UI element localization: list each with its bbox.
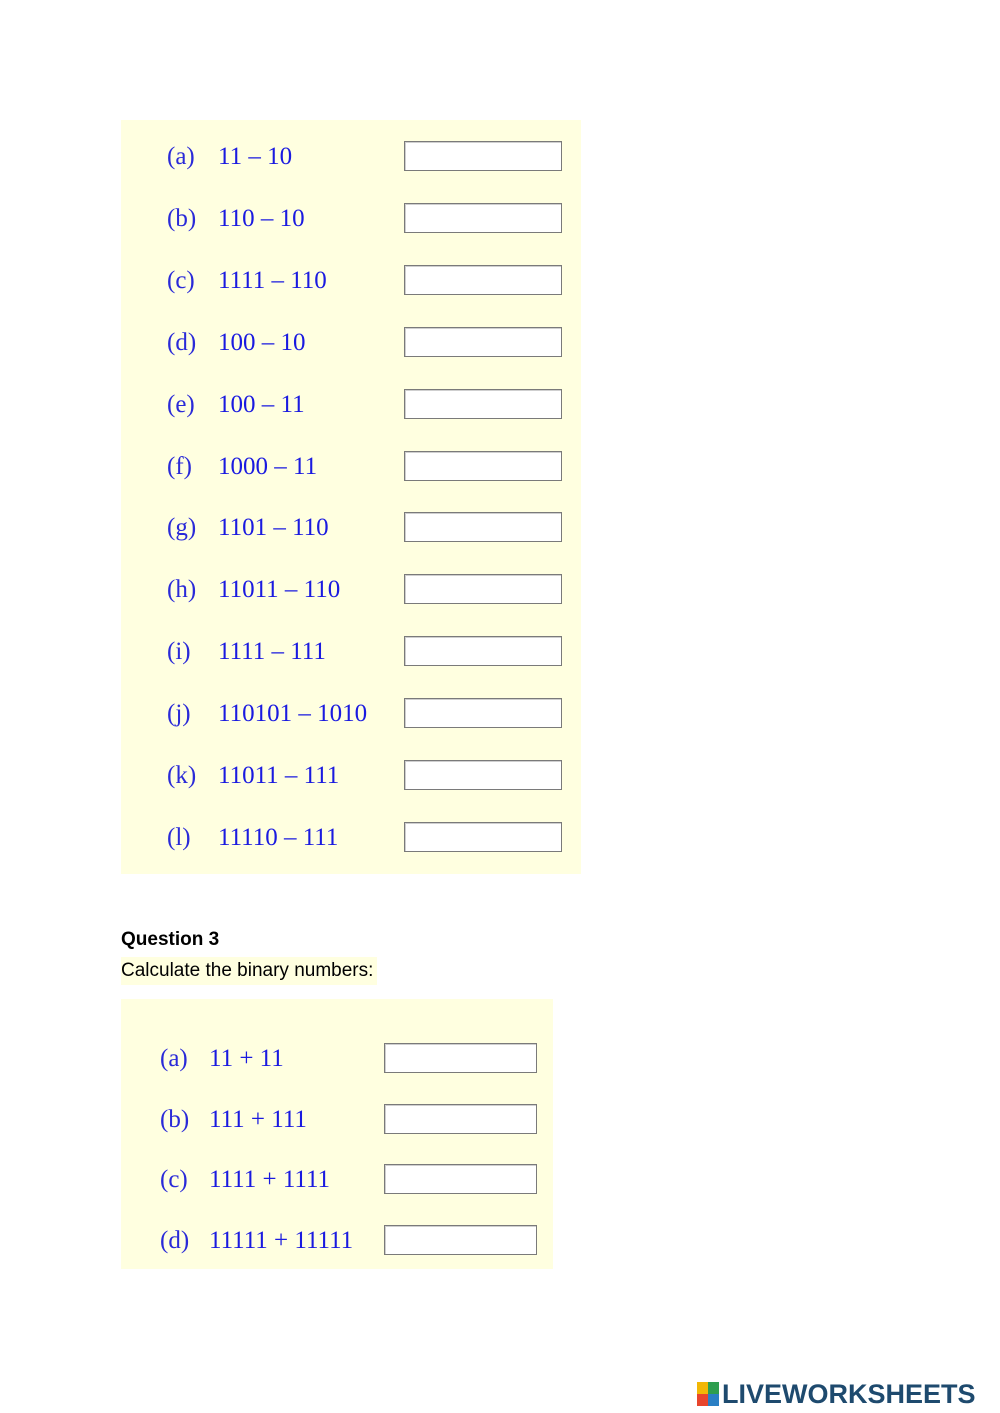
answer-input[interactable] [404,451,562,481]
exercise-row [121,388,581,422]
binary-expression: 11011 – 111 [218,762,340,789]
item-letter-label: (h) [167,576,197,604]
exercise-row [121,759,581,793]
exercise-row [121,202,581,236]
binary-expression: 1111 – 110 [218,266,327,294]
answer-input[interactable] [404,574,562,604]
binary-expression: 100 – 10 [218,328,306,356]
question-3-title: Question 3 [121,929,220,950]
binary-expression: 11011 – 110 [218,576,341,604]
item-letter-label: (j) [167,700,191,728]
item-letter-label: (c) [160,1166,188,1194]
answer-input[interactable] [404,203,562,233]
answer-input[interactable] [384,1104,537,1134]
exercise-row [121,140,581,174]
exercise-row [121,821,581,855]
answer-input[interactable] [384,1043,537,1073]
answer-input[interactable] [404,822,562,852]
item-letter-label: (e) [167,390,195,418]
item-letter-label: (b) [160,1105,190,1133]
answer-input[interactable] [404,327,562,357]
item-letter-label: (d) [167,328,197,356]
answer-input[interactable] [384,1164,537,1194]
item-letter-label: (a) [160,1045,188,1072]
subtraction-exercise-panel [121,120,581,874]
item-letter-label: (f) [167,452,192,480]
answer-input[interactable] [384,1225,537,1255]
binary-expression: 11110 – 111 [218,823,339,851]
item-letter-label: (k) [167,762,197,789]
item-letter-label: (b) [167,204,197,232]
exercise-row [121,511,581,545]
exercise-row [121,1163,553,1197]
answer-input[interactable] [404,760,562,790]
exercise-row [121,697,581,731]
binary-expression: 1111 + 1111 [209,1166,331,1194]
answer-input[interactable] [404,636,562,666]
binary-expression: 100 – 11 [218,390,305,418]
item-letter-label: (d) [160,1227,190,1255]
binary-expression: 111 + 111 [209,1105,307,1133]
exercise-row [121,1103,553,1137]
question-3-instruction: Calculate the binary numbers: [121,957,377,985]
answer-input[interactable] [404,698,562,728]
binary-expression: 110 – 10 [218,204,305,232]
addition-exercise-panel [121,999,553,1269]
binary-expression: 1101 – 110 [218,514,329,542]
exercise-row [121,635,581,669]
exercise-row [121,450,581,484]
liveworksheets-logo-icon [697,1382,719,1406]
exercise-row [121,573,581,607]
binary-expression: 11111 + 11111 [209,1227,354,1255]
binary-expression: 110101 – 1010 [218,700,368,728]
item-letter-label: (i) [167,638,191,666]
binary-expression: 1111 – 111 [218,638,326,666]
exercise-row [121,1224,553,1258]
item-letter-label: (c) [167,266,195,294]
binary-expression: 11 + 11 [209,1045,284,1072]
exercise-row [121,264,581,298]
exercise-row [121,326,581,360]
answer-input[interactable] [404,389,562,419]
item-letter-label: (g) [167,514,197,542]
answer-input[interactable] [404,265,562,295]
liveworksheets-logo [697,1378,976,1410]
answer-input[interactable] [404,512,562,542]
brand-name: LIVEWORKSHEETS [722,1379,976,1409]
exercise-row [121,1042,553,1076]
binary-expression: 11 – 10 [218,143,293,170]
item-letter-label: (a) [167,143,195,170]
item-letter-label: (l) [167,823,191,851]
binary-expression: 1000 – 11 [218,452,318,480]
answer-input[interactable] [404,141,562,171]
